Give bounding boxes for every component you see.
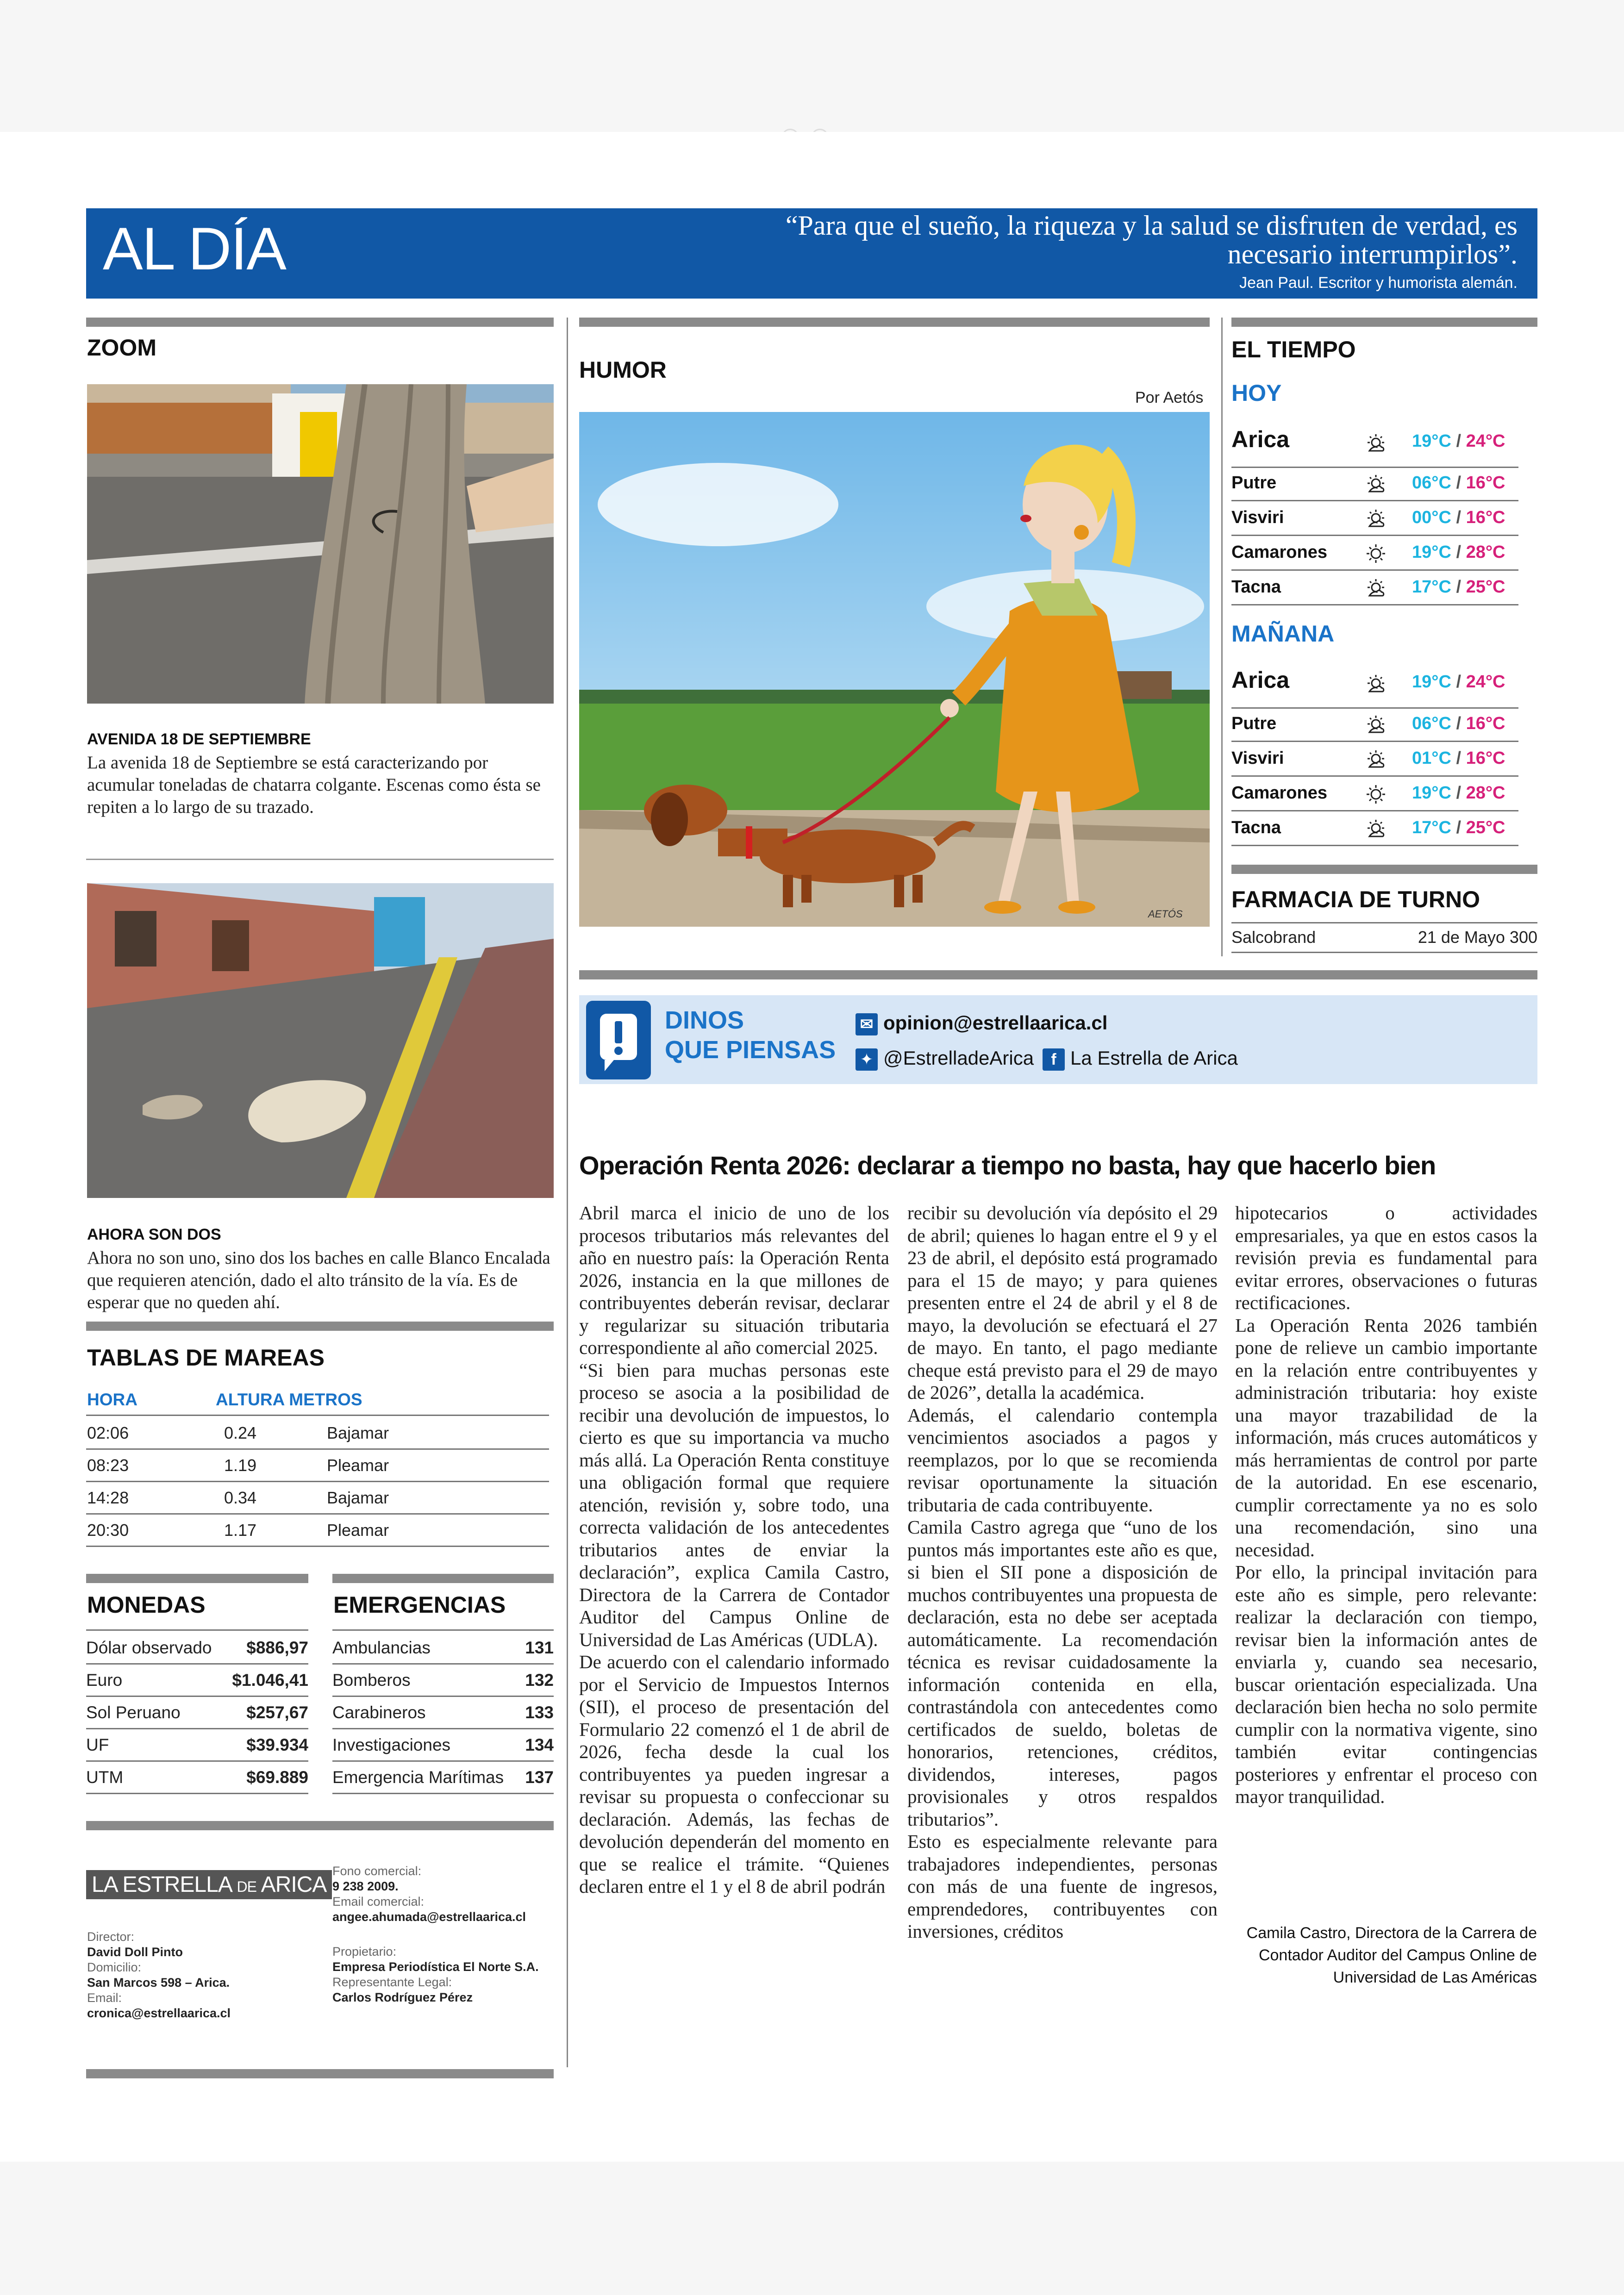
weather-row [1231,417,1518,468]
weather-row [1231,467,1518,501]
weather-temp: 19°C / 28°C [1412,543,1505,562]
weather-temp: 17°C / 25°C [1412,577,1505,597]
weather-temp: 19°C / 24°C [1412,431,1505,451]
weather-city: Tacna [1231,818,1281,837]
article-title: Operación Renta 2026: declarar a tiempo no basta, hay que hacerlo bien [579,1151,1436,1180]
partly-cloudy-icon [1366,819,1386,839]
partly-cloudy-icon [1366,715,1386,735]
tide-hour: 14:28 [87,1488,129,1507]
article-paragraph: Además, el calendario contempla vencimientos asociados a pagos y reemplazos, por lo que se recomienda revisar oportunamente la situación tributaria de cada contribuyente. [907,1404,1218,1515]
currency-value: $1.046,41 [232,1671,308,1690]
weather-temp: 17°C / 25°C [1412,818,1505,837]
weather-today-label: HOY [1231,380,1282,406]
tide-height: 1.19 [224,1456,257,1475]
tide-row [86,1481,549,1515]
article-paragraph: Por ello, la principal invitación para este año es simple, pero relevante: realizar la declaración con tiempo, revisar bien la información antes de enviarla y, cuando sea necesario, buscar orientación especializada. Una declaración bien hecha no solo permite cumplir con la normativa vigente, sino también evitar contingencias posteriores y enfrentar el proceso con mayor tranquilidad. [1235,1561,1537,1807]
partly-cloudy-icon [1366,433,1386,454]
weather-row [1231,657,1518,709]
tide-type: Bajamar [327,1488,389,1507]
article-column-2 [907,1202,1218,1943]
weather-temp: 19°C / 24°C [1412,672,1505,692]
tide-hour: 20:30 [87,1521,129,1540]
currency-row [86,1760,308,1794]
weather-city: Visviri [1231,748,1284,768]
currencies-title: MONEDAS [87,1592,206,1618]
emergency-number: 133 [525,1703,554,1722]
masthead-direction: Director: David Doll Pinto Domicilio: San Marcos 598 – Arica. Email: cronica@estrellaarica.cl [87,1930,231,2020]
currency-name: UF [86,1735,109,1754]
zoom-photo-2 [87,883,554,1198]
zoom-title: ZOOM [87,335,156,361]
tide-type: Pleamar [327,1456,389,1475]
divider [86,1574,308,1583]
feedback-twitter-link[interactable]: ✦ @EstrelladeArica [856,1047,1034,1071]
masthead-commercial: Fono comercial: 9 238 2009. Email comercial: angee.ahumada@estrellaarica.cl [332,1864,526,1924]
masthead-owner: Propietario: Empresa Periodística El Norte S.A. Representante Legal: Carlos Rodríguez Pérez [332,1945,539,2004]
currency-value: $257,67 [246,1703,308,1722]
weather-title: EL TIEMPO [1231,337,1356,362]
zoom-caption-title-2: AHORA SON DOS [87,1226,221,1243]
currency-name: UTM [86,1768,124,1787]
weather-city: Putre [1231,473,1277,493]
zoom-photo-1 [87,384,554,704]
tide-hour: 08:23 [87,1456,129,1475]
emergency-name: Ambulancias [332,1638,431,1657]
facebook-icon: f [1043,1048,1065,1071]
weather-row [1231,777,1518,811]
emergency-row [332,1631,554,1665]
article-paragraph: “Si bien para muchas personas este proceso se asocia a la posibilidad de recibir una devolución de impuestos, lo cierto es que su importancia va mucho más allá. La Operación Renta constituye una obligación formal que requiere atención, revisión y, sobre todo, una correcta validación de los antecedentes tributarios antes de enviar la declaración”, explica Camila Castro, Directora de la Carrera de Contador Auditor del Campus Online de Universidad de Las Américas (UDLA). [579,1359,889,1650]
partly-cloudy-icon [1366,474,1386,494]
article-paragraph: hipotecarios o actividades empresariales, ya que en estos casos la revisión previa es fundamental para evitar errores, observaciones o futuras rectificaciones. [1235,1202,1537,1313]
emergency-name: Investigaciones [332,1735,451,1754]
article-byline: Camila Castro, Directora de la Carrera de Contador Auditor del Campus Online de Universidad de Las Américas [1246,1924,1537,1986]
weather-row [1231,707,1518,742]
newspaper-logo: LA ESTRELLA DE ARICA [86,1870,332,1899]
currency-value: $39.934 [246,1735,308,1754]
article-paragraph: Camila Castro agrega que “uno de los puntos más importantes este año es que, si bien el SII pone a disposición de muchos contribuyentes una propuesta de declaración, esta no debe ser aceptada automáticamente. La recomendación técnica es revisar cuidadosamente la información contenida en ella, contrastándola con antecedentes como certificados de sueldo, boletas de honorarios, retenciones, créditos, dividendos, intereses, pagos provisionales y otros respaldos tributarios”. [907,1516,1218,1830]
weather-temp: 01°C / 16°C [1412,748,1505,768]
weather-temp: 06°C / 16°C [1412,473,1505,493]
divider [86,1821,554,1830]
emergencies-title: EMERGENCIAS [333,1592,506,1618]
emergency-name: Carabineros [332,1703,426,1722]
currency-name: Dólar observado [86,1638,212,1657]
humor-cartoon [579,412,1210,927]
currency-row [86,1631,308,1665]
weather-temp: 00°C / 16°C [1412,508,1505,527]
pharmacy-address: 21 de Mayo 300 [1418,928,1537,947]
divider [86,2069,554,2078]
emergency-number: 137 [525,1768,554,1787]
emergency-row [332,1728,554,1762]
sun-icon [1366,543,1386,564]
tide-type: Pleamar [327,1521,389,1540]
weather-city: Camarones [1231,543,1327,562]
divider [86,318,554,327]
divider [579,970,1537,979]
emergency-name: Bomberos [332,1671,411,1690]
quote-author: Jean Paul. Escritor y humorista alemán. [1239,274,1518,292]
weather-city: Visviri [1231,508,1284,527]
column-rule [1221,318,1223,956]
article-column-3 [1235,1202,1537,1808]
currency-name: Sol Peruano [86,1703,181,1722]
weather-tomorrow-label: MAÑANA [1231,621,1335,647]
divider [1231,318,1537,327]
tide-type: Bajamar [327,1423,389,1442]
tides-col-height: ALTURA METROS [216,1390,362,1409]
pharmacy-name: Salcobrand [1231,928,1316,947]
weather-city: Tacna [1231,577,1281,597]
weather-temp: 06°C / 16°C [1412,714,1505,733]
partly-cloudy-icon [1366,578,1386,599]
weather-row [1231,811,1518,846]
feedback-email-link[interactable]: ✉ opinion@estrellaarica.cl [856,1012,1107,1035]
divider [332,1574,554,1583]
column-rule [567,318,568,2067]
zoom-caption-2: Ahora no son uno, sino dos los baches en calle Blanco Encalada que requieren atención, dado el alto tránsito de la vía. Es de esperar que no queden ahí. [87,1248,550,1312]
twitter-icon: ✦ [856,1048,878,1071]
weather-temp: 19°C / 28°C [1412,783,1505,803]
divider [1231,952,1537,953]
tide-height: 0.34 [224,1488,257,1507]
emergency-row [332,1696,554,1729]
emergency-name: Emergencia Marítimas [332,1768,504,1787]
article-paragraph: Esto es especialmente relevante para trabajadores independientes, personas con más de una fuente de ingresos, emprendedores, contribuyentes con inversiones, créditos [907,1831,1218,1942]
article-paragraph: La Operación Renta 2026 también pone de relieve un cambio importante en la relación entre contribuyentes y administración tributaria: hoy existe una mayor trazabilidad de la información, más cruces automáticos y más herramientas de control por parte de la autoridad. En ese escenario, cumplir correctamente ya no es solo una recomendación, sino una necesidad. [1235,1314,1537,1560]
divider [1231,865,1537,874]
article-paragraph: Abril marca el inicio de uno de los procesos tributarios más relevantes del año en nuestro país: la Operación Renta 2026, instancia en la que millones de contribuyentes deberán revisar, declarar y regularizar su situación tributaria correspondiente al año comercial 2025. [579,1202,889,1358]
divider [1231,922,1537,923]
weather-city: Arica [1231,667,1290,693]
header-quote: “Para que el sueño, la riqueza y la salud se disfruten de verdad, es necesario interrumpirlos”. [785,210,1518,269]
weather-row [1231,501,1518,536]
emergency-row [332,1663,554,1697]
currency-row [86,1696,308,1729]
emergency-number: 132 [525,1671,554,1690]
weather-row [1231,571,1518,605]
zoom-caption-1: La avenida 18 de Septiembre se está caracterizando por acumular toneladas de chatarra colgante. Escenas como ésta se repiten a lo largo de su trazado. [87,753,541,817]
sun-icon [1366,784,1386,804]
weather-city: Putre [1231,714,1277,733]
pharmacy-title: FARMACIA DE TURNO [1231,886,1480,912]
humor-title: HUMOR [579,357,667,383]
divider [579,318,1210,327]
weather-city: Camarones [1231,783,1327,803]
partly-cloudy-icon [1366,749,1386,770]
mail-icon: ✉ [856,1013,878,1035]
currency-row [86,1663,308,1697]
divider [86,1322,554,1331]
article-column-1 [579,1202,889,1898]
currency-value: $69.889 [246,1768,308,1787]
exclamation-icon [586,1001,651,1079]
currency-row [86,1728,308,1762]
tide-height: 0.24 [224,1423,257,1442]
humor-credit: Por Aetós [1135,389,1204,406]
currency-value: $886,97 [246,1638,308,1657]
weather-city: Arica [1231,426,1290,452]
section-title: AL DÍA [103,215,286,282]
feedback-facebook-link[interactable]: f La Estrella de Arica [1043,1047,1238,1071]
tide-row [86,1448,549,1482]
weather-row [1231,742,1518,777]
weather-row [1231,536,1518,571]
partly-cloudy-icon [1366,674,1386,694]
partly-cloudy-icon [1366,509,1386,529]
cartoon-signature: AETÓS [1148,908,1183,920]
article-paragraph: De acuerdo con el calendario informado por el Servicio de Impuestos Internos (SII), el proceso de presentación del Formulario 22 comenzó el 1 de abril de 2026, fecha desde la cual los contribuyentes ya pueden ingresar a revisar su propuesta o confeccionar su declaración. Además, las fechas de devolución dependerán del momento en que se realice el trámite. “Quienes declaren entre el 1 y el 8 de abril podrán [579,1651,889,1897]
currency-name: Euro [86,1671,123,1690]
tide-row [86,1416,549,1450]
tides-title: TABLAS DE MAREAS [87,1345,325,1371]
emergency-row [332,1760,554,1794]
tides-col-hour: HORA [87,1390,137,1409]
zoom-caption-title-1: AVENIDA 18 DE SEPTIEMBRE [87,730,311,748]
divider [86,859,554,860]
article-paragraph: recibir su devolución vía depósito el 29 de abril; quienes lo hagan entre el 9 y el 23 de abril, el depósito está programado para el 15 de mayo; y para quienes presenten entre el 24 de abril y el 8 de mayo, la devolución se efectuará el 27 de mayo. En tanto, el pago mediante cheque está previsto para el 29 de mayo de 2026”, detalla la académica. [907,1202,1218,1403]
emergency-number: 134 [525,1735,554,1754]
tide-hour: 02:06 [87,1423,129,1442]
feedback-title: DINOS QUE PIENSAS [665,1006,836,1064]
emergency-number: 131 [525,1638,554,1657]
tide-height: 1.17 [224,1521,257,1540]
tide-row [86,1513,549,1547]
